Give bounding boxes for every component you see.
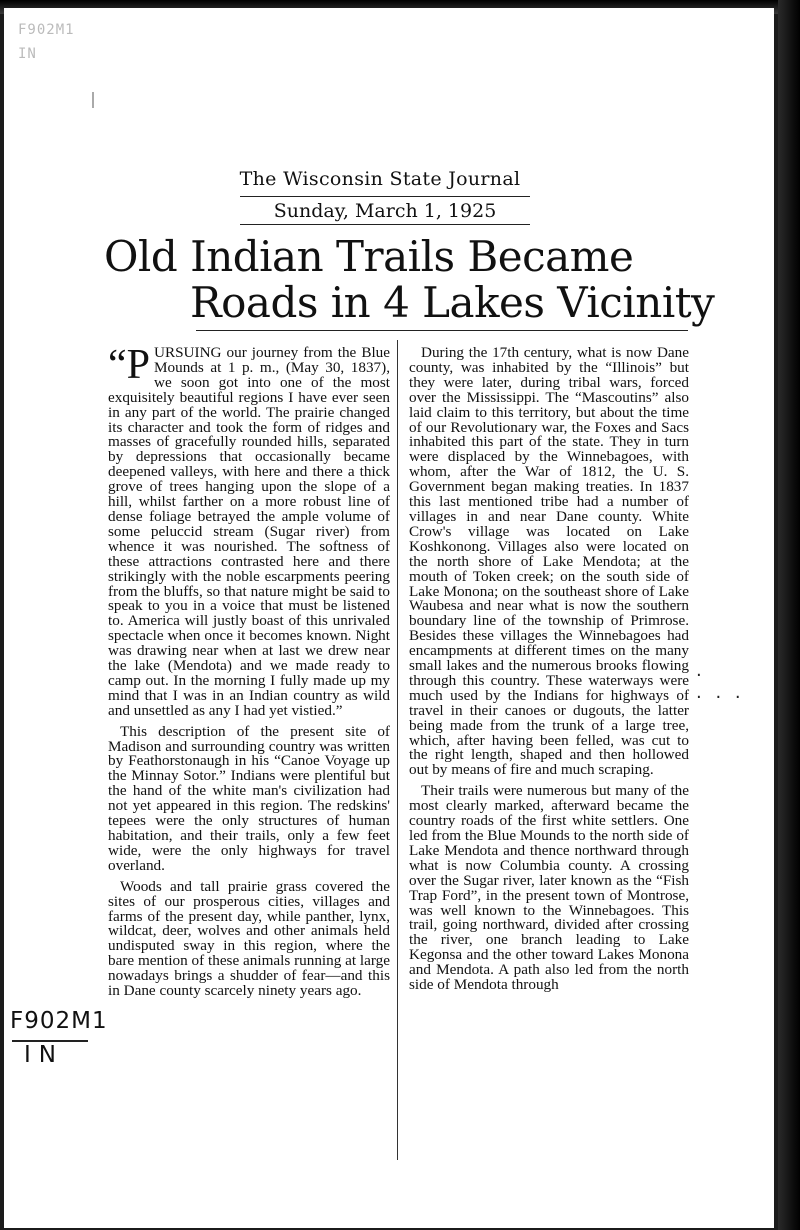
headline-line-1: Old Indian Trails Became [104,232,634,281]
article-paragraph: During the 17th century, what is now Dane county, was inhabited by the “Illinois” but they were later, during tribal wars, forced over the Mississippi. The “Mascoutins” also laid claim to this territory, but about the time of our Revolutionary war, the Foxes and Sacs inhabited this part of the state. They in turn were displaced by the Winnebagoes, with whom, after the War of 1812, the U. S. Government began making treaties. In 1837 this last mentioned tribe had a number of villages in and near Dane county. White Crow's village was located on Lake Koshkonong. Villages also were located on the north shore of Lake Mendota; at the mouth of Token creek; on the south side of Lake Monona; on the southeast shore of Lake Waubesa and near what is now the southern boundary line of the township of Primrose. Besides these villages the Winnebagoes had encampments at different times on the many small lakes and the numerous brooks flowing through this country. These waterways were much used by the Indians for highways of travel in their canoes or dugouts, the latter being made from the trunk of a large tree, which, after having been felled, was cut to the right length, shaped and then hollowed out by means of fire and much scraping. [409,344,689,779]
margin-note-line1: F902M1 [10,1008,108,1034]
corner-pencil-mark [18,18,75,66]
publication-date: Sunday, March 1, 1925 [273,200,497,222]
article-paragraph: This description of the present site of Madison and surrounding country was written by Feathorstonaugh in his “Canoe Voyage up the Minnay Sotor.” Indians were plentiful but the hand of the white man's civilization had not yet appeared in this region. The redskins' tepees were the only structures of human habitation, and their trails, only a few feet wide, were the only highways for travel overland. [108,722,390,874]
corner-mark-line2: IN [18,46,37,62]
date-rule [240,224,530,225]
column-divider [397,340,398,1160]
headline-line-2: Roads in 4 Lakes Vicinity [190,278,715,327]
masthead-rule [240,196,530,197]
margin-dots: . . . . [696,660,745,703]
masthead: The Wisconsin State Journal [239,168,521,190]
article-paragraph: Their trails were numerous but many of the most clearly marked, afterward became the country roads of the first white settlers. One led from the Blue Mounds to the north side of Lake Mendota and thence northward through what is now Columbia county. A crossing over the Sugar river, later known as the “Fish Trap Ford”, in the present town of Montrose, was well known to the Winnebagoes. This trail, going northward, divided after crossing the river, one branch leading to Lake Kegonsa and the other toward Lakes Monona and Mendota. A path also led from the north side of Mendota through [409,782,689,994]
article-column-right [409,346,689,993]
article-column-left [108,342,390,1000]
scan-edge-right [778,0,800,1230]
pencil-tick [92,92,94,108]
article-paragraph: Woods and tall prairie grass covered the sites of our prosperous cities, villages and farms of the present day, while panther, lynx, wildcat, deer, wolves and other animals held undisputed sway in this region, where the bare mention of these animals running at large nowadays brings a shudder of fear—and this in Dane county scarcely ninety years ago. [108,877,390,1000]
corner-mark-line1: F902M1 [18,22,75,38]
headline-rule [196,330,688,331]
margin-note-underline [12,1040,88,1042]
handwritten-margin-note [10,1004,108,1072]
article-paragraph: “P URSUING our journey from the Blue Mounds at 1 p. m., (May 30, 1837), we soon got into one of the most exquisitely beautiful regions I have ever seen in any part of the world. The prairie changed its character and took the form of ridges and masses of gracefully rounded hills, separated by depressions that occasionally became deepened valleys, with here and there a thick grove of trees hanging upon the slope of a hill, whilst farther on a more robust line of dense foliage betrayed the ample volume of some peluccid stream (Sugar river) from whence it was nourished. The softness of these attractions contrasted here and there strikingly with the noble escarpments peering from the bluffs, so that nature might be said to speak to you in a voice that must be listened to. America will justly boast of this unrivaled spectacle when once it becomes known. Night was drawing near when at last we drew near the lake (Mendota) and we made ready to camp out. In the morning I fully made up my mind that I was in an Indian country as wild and unsettled as any I had yet vistied.” [108,342,390,719]
margin-note-line2: IN [24,1042,64,1068]
drop-cap: “P [108,342,151,388]
